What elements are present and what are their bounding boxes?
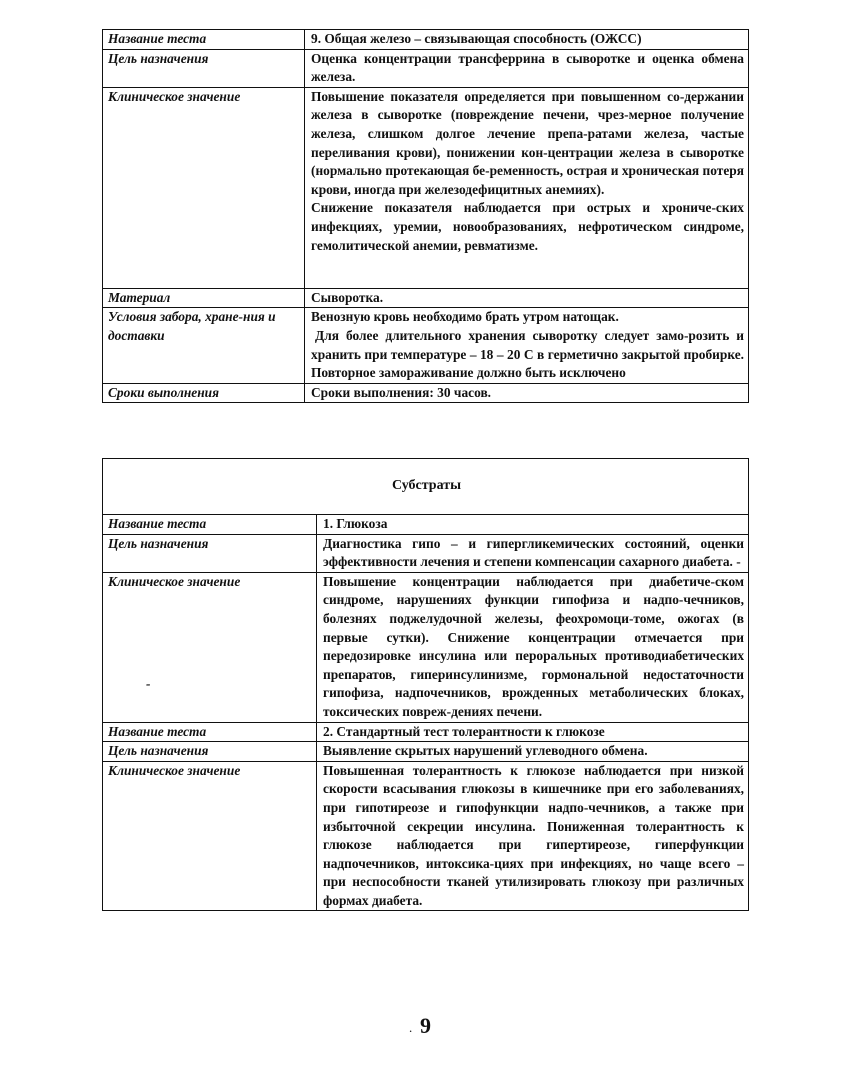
table-row (103, 288, 749, 308)
row-label: Сроки выполнения (103, 383, 305, 403)
page-number: 9 (420, 1013, 431, 1038)
test-table-substrates (102, 458, 749, 911)
row-value (305, 308, 749, 383)
row-value: Повышенная толерантность к глюкозе наблюдается при низкой скорости всасывания глюкозы в кишечнике при его заболеваниях, при гипотиреозе и гипофункции надпо-чечников, а также при избыточной секреции инсулина. Пониженная толерантность к глюкозе наблюдается при гипертиреозе, гиперфункции надпочечников, интоксика-циях при инфекциях, но чаще всего – при неспособности тканей утилизировать глюкозу при различных формах диабета. (317, 761, 749, 911)
row-value: Диагностика гипо – и гипергликемических состояний, оценки эффективности лечения и степени компенсации сахарного диабета. - (317, 534, 749, 572)
table-row (103, 383, 749, 403)
table-row (103, 742, 749, 762)
row-label: Название теста (103, 30, 305, 50)
row-value: Повышение концентрации наблюдается при диабетиче-ском синдроме, нарушениях функции гипофиза и надпо-чечников, болезнях поджелудочной железы, феохромоци-томе, ожогах (в первые сутки). Снижение концентрации отмечается при передозировке инсулина или пероральных противодиабетических препаратов, гиперинсулинизме, гормональной недостаточности гипофиза, надпочечников, врожденных метаболических блоках, токсических повреж-дениях печени. (317, 572, 749, 722)
paragraph: Венозную кровь необходимо брать утром натощак. (311, 309, 619, 325)
paragraph: Для более длительного хранения сыворотку следует замо-розить и хранить при температуре – 18 – 20 С в герметично закрытой пробирке. Повторное замораживание должно быть исключено (311, 327, 744, 381)
row-label: Клиническое значение (103, 87, 305, 288)
row-label: Цель назначения (103, 742, 317, 762)
row-value: Сыворотка. (305, 288, 749, 308)
row-label: Материал (103, 288, 305, 308)
row-value: Оценка концентрации трансферрина в сыворотке и оценка обмена железа. (305, 49, 749, 87)
page-mark: . (409, 1020, 413, 1035)
table-row (103, 761, 749, 911)
test-title: 2. Стандартный тест толерантности к глюкозе (317, 722, 749, 742)
table-row (103, 308, 749, 383)
row-label-cell (103, 572, 317, 722)
row-value (305, 87, 749, 288)
test-title: 1. Глюкоза (317, 515, 749, 535)
row-label: Название теста (103, 722, 317, 742)
paragraph: Снижение показателя наблюдается при острых и хрониче-ских инфекциях, уремии, новообразованиях, нефротическом синдроме, гемолитической анемии, ревматизме. (311, 200, 744, 253)
table-row (103, 87, 749, 288)
test-title: 9. Общая железо – связывающая способность (ОЖСС) (305, 30, 749, 50)
row-value: Выявление скрытых нарушений углеводного обмена. (317, 742, 749, 762)
row-label: Клиническое значение (103, 761, 317, 911)
test-table-iron-binding (102, 29, 749, 403)
row-label: Название теста (103, 515, 317, 535)
section-header-row (103, 459, 749, 515)
table-row (103, 515, 749, 535)
table-row (103, 572, 749, 722)
row-label: Цель назначения (103, 49, 305, 87)
table-row (103, 49, 749, 87)
section-header: Субстраты (103, 459, 749, 515)
paragraph: Повышение показателя определяется при повышенном со-держании железа в сыворотке (повреждение печени, чрез-мерное получение железа, слишком долгое лечение препа-ратами железа, частые переливания крови), понижении кон-центрации железа в сыворотке (нормально протекающая бе-ременность, острая и хроническая потеря крови, иногда при железодефицитных анемиях). (311, 88, 744, 197)
row-value: Сроки выполнения: 30 часов. (305, 383, 749, 403)
table-row (103, 534, 749, 572)
stray-mark: - (146, 676, 151, 692)
row-label: Условия забора, хране-ния и доставки (103, 308, 305, 383)
row-label: Цель назначения (103, 534, 317, 572)
row-label: Клиническое значение (108, 573, 241, 589)
table-row (103, 30, 749, 50)
table-row (103, 722, 749, 742)
